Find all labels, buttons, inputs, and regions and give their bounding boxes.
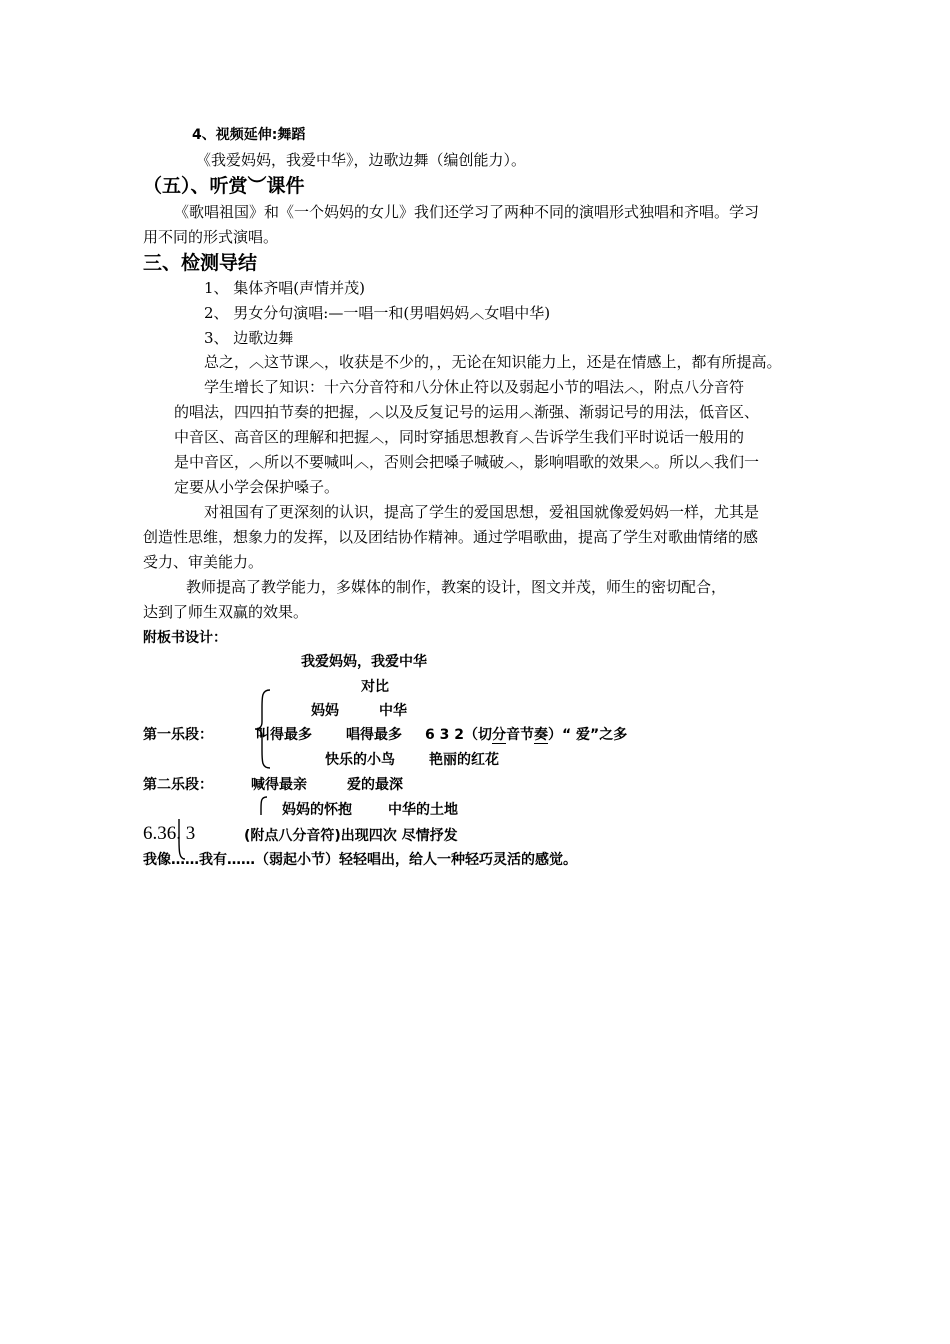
- board-red-flower: 艳丽的红花: [429, 752, 499, 768]
- part-1-label: 第一乐段：: [143, 727, 213, 743]
- list-item-2: 2、 男女分句演唱:—一唱一和(男唱妈妈︿女唱中华): [204, 304, 551, 322]
- board-zhonghua: 中华: [379, 703, 407, 719]
- summary-line-5: 是中音区，︿所以不要喊叫︿，否则会把嗓子喊破︿，影响唱歌的效果︿。所以︿我们一: [174, 453, 760, 471]
- board-dotted-notes-text: (附点八分音符)出现四次 尽情抒发: [244, 828, 458, 844]
- board-song-title: 我爱妈妈，我爱中华: [301, 654, 427, 670]
- summary-line-4: 中音区、高音区的理解和把握︿，同时穿插思想教育︿告诉学生我们平时说话一般用的: [174, 428, 745, 446]
- summary-line-10: 教师提高了教学能力，多媒体的制作，教案的设计，图文并茂，师生的密切配合，: [186, 578, 727, 596]
- part-2-dearest: 喊得最亲: [251, 777, 307, 793]
- section-3-title: 三、检测导结: [143, 252, 258, 274]
- board-chinese-land: 中华的土地: [388, 802, 458, 818]
- part-2-label: 第二乐段：: [143, 777, 213, 793]
- part-1-sung-most: 唱得最多: [346, 727, 402, 743]
- section-5-body-line-2: 用不同的形式演唱。: [143, 228, 279, 246]
- list-item-3: 3、 边歌边舞: [204, 329, 294, 347]
- section-5-body-line-1: 《歌唱祖国》和《一个妈妈的女儿》我们还学习了两种不同的演唱形式独唱和齐唱。学习: [174, 203, 760, 221]
- summary-line-11: 达到了师生双赢的效果。: [143, 603, 309, 621]
- board-last-line: 我像……我有……（弱起小节）轻轻唱出，给人一种轻巧灵活的感觉。: [143, 852, 577, 868]
- section-4-title: 4、视频延伸:舞蹈: [192, 127, 306, 143]
- summary-line-9: 受力、审美能力。: [143, 553, 264, 571]
- board-mothers-embrace: 妈妈的怀抱: [282, 802, 352, 818]
- list-item-1: 1、 集体齐唱(声情并茂): [204, 279, 366, 297]
- section-4-body: 《我爱妈妈，我爱中华》，边歌边舞（编创能力）。: [196, 151, 527, 169]
- part-1-called-most: 叫得最多: [256, 727, 312, 743]
- board-contrast: 对比: [361, 679, 389, 695]
- part-2-deepest-love: 爱的最深: [347, 777, 403, 793]
- board-mama: 妈妈: [311, 703, 339, 719]
- board-happy-bird: 快乐的小鸟: [325, 752, 395, 768]
- summary-line-7: 对祖国有了更深刻的认识，提高了学生的爱国思想，爱祖国就像爱妈妈一样，尤其是: [204, 503, 760, 521]
- summary-line-2: 学生增长了知识：十六分音符和八分休止符以及弱起小节的唱法︿，附点八分音符: [204, 378, 745, 396]
- part-1-syncopation: 6 3 2（切分音节奏）“ 爱”之多: [425, 727, 628, 743]
- board-dotted-notes: 6.36. 3: [143, 823, 196, 844]
- summary-line-1: 总之，︿这节课︿，收获是不少的，，无论在知识能力上，还是在情感上，都有所提高。: [204, 353, 782, 371]
- section-5-title: （五）、听赏︶课件: [143, 175, 305, 197]
- summary-line-8: 创造性思维，想象力的发挥，以及团结协作精神。通过学唱歌曲，提高了学生对歌曲情绪的感: [143, 528, 759, 546]
- board-design-title: 附板书设计：: [143, 630, 227, 646]
- summary-line-3: 的唱法，四四拍节奏的把握，︿以及反复记号的运用︿渐强、渐弱记号的用法，低音区、: [174, 403, 760, 421]
- summary-line-6: 定要从小学会保护嗓子。: [174, 478, 340, 496]
